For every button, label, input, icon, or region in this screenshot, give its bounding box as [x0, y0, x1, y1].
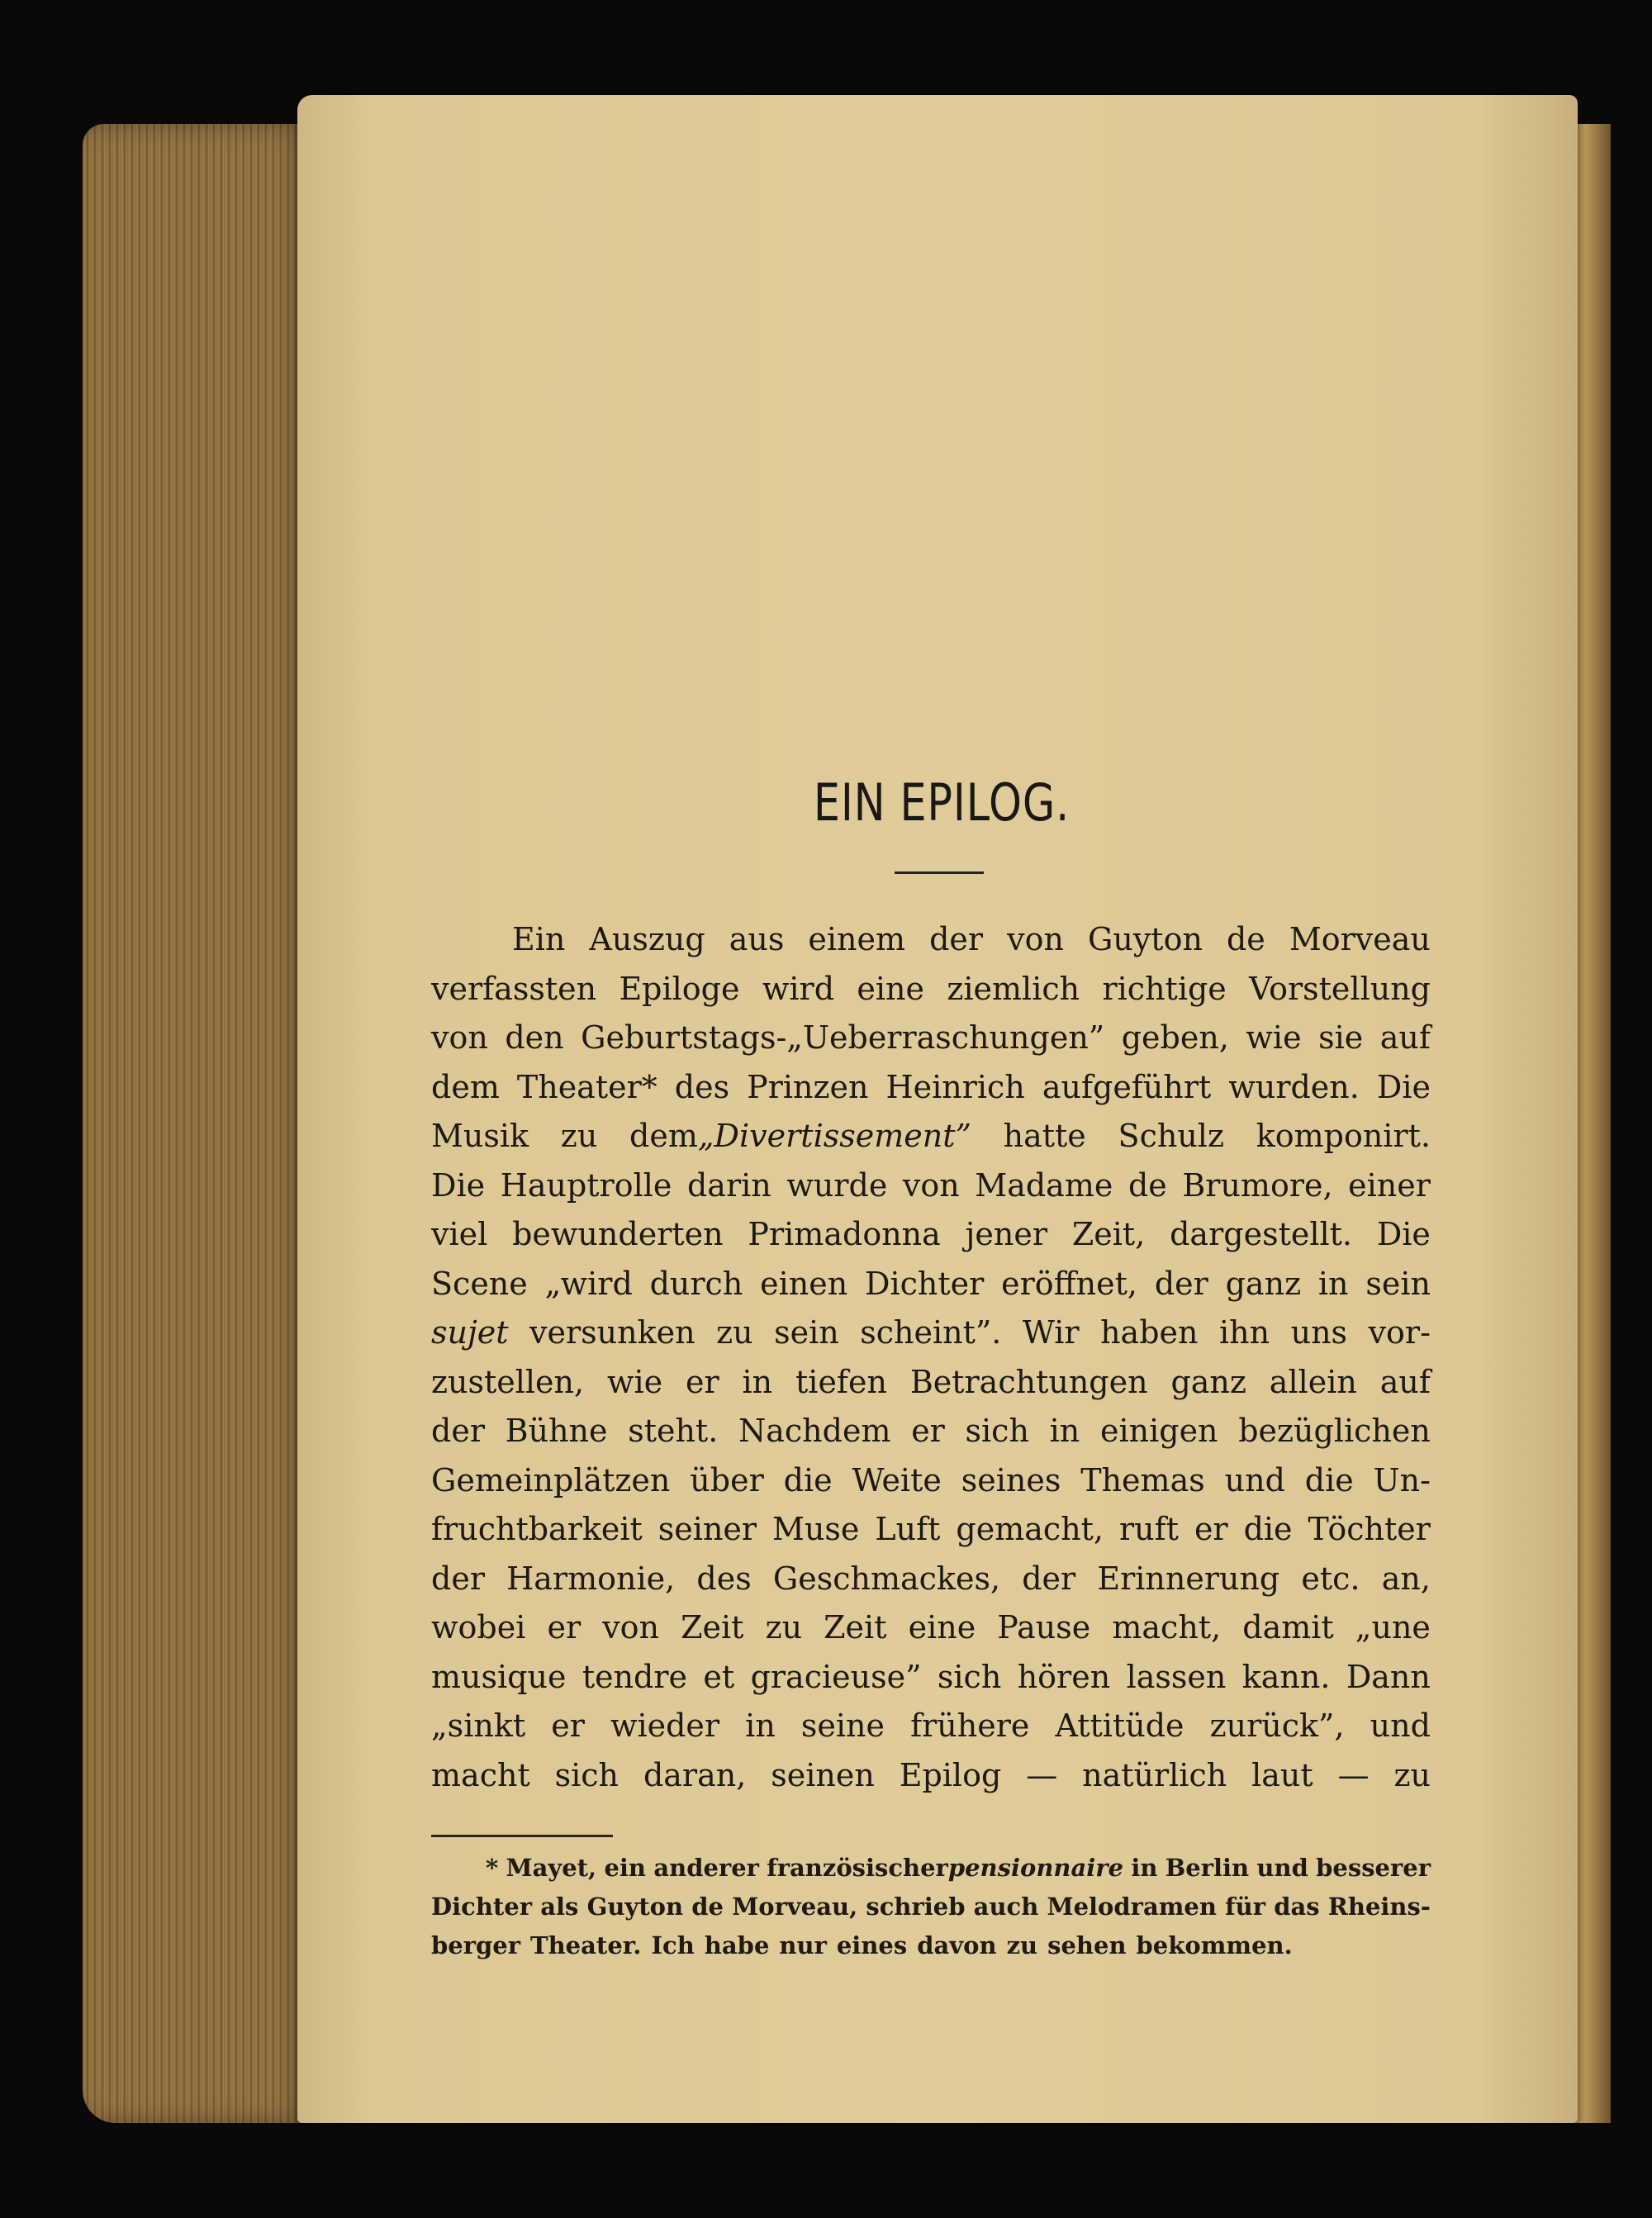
body-line: der Bühne steht. Nachdem er sich in einigen bezüglichen	[431, 1413, 1431, 1449]
body-text	[431, 915, 1431, 1800]
body-line: der Harmonie, des Geschmackes, der Erinnerung etc. an,	[431, 1560, 1431, 1597]
body-line: zustellen, wie er in tiefen Betrachtungen ganz allein auf	[431, 1363, 1431, 1400]
body-line: Musik zu dem„Divertissement” hatte Schulz komponirt.	[431, 1118, 1431, 1154]
body-line: „sinkt er wieder in seine frühere Attitüde zurück”, und	[431, 1707, 1431, 1744]
book-page-edges	[83, 124, 314, 2123]
show-through-text	[446, 182, 1437, 859]
body-line: sujet versunken zu sein scheint”. Wir haben ihn uns vor-	[431, 1314, 1431, 1351]
footnote-divider	[431, 1835, 613, 1837]
footnote-line: Dichter als Guyton de Morveau, schrieb auch Melodramen für das Rheins-	[431, 1893, 1431, 1921]
body-line: wobei er von Zeit zu Zeit eine Pause macht, damit „une	[431, 1609, 1431, 1646]
body-line: dem Theater* des Prinzen Heinrich aufgeführt wurden. Die	[431, 1068, 1431, 1105]
body-line: Gemeinplätzen über die Weite seines Themas und die Un-	[431, 1461, 1431, 1498]
body-line: fruchtbarkeit seiner Muse Luft gemacht, ruft er die Töchter	[431, 1511, 1431, 1547]
body-line: verfassten Epiloge wird eine ziemlich richtige Vorstellung	[431, 970, 1431, 1007]
footnote	[431, 1849, 1431, 1965]
body-line: Ein Auszug aus einem der von Guyton de Morveau	[512, 921, 1431, 957]
footnote-line: berger Theater. Ich habe nur eines davon zu sehen bekommen.	[431, 1931, 1293, 1959]
footnote-line: * Mayet, ein anderer französischerpensionnaire in Berlin und besserer	[486, 1854, 1431, 1882]
body-line: Die Hauptrolle darin wurde von Madame de Brumore, einer	[431, 1166, 1431, 1204]
body-line: viel bewunderten Primadonna jener Zeit, dargestellt. Die	[431, 1216, 1431, 1252]
body-line: von den Geburtstags-„Ueberraschungen” geben, wie sie auf	[431, 1019, 1431, 1056]
title-divider	[895, 872, 984, 874]
chapter-title: EIN EPILOG.	[813, 772, 1070, 833]
body-line: Scene „wird durch einen Dichter eröffnet, der ganz in sein	[431, 1265, 1431, 1302]
body-line: musique tendre et gracieuse” sich hören lassen kann. Dann	[431, 1658, 1431, 1695]
body-line: macht sich daran, seinen Epilog — natürlich laut — zu	[431, 1756, 1431, 1793]
